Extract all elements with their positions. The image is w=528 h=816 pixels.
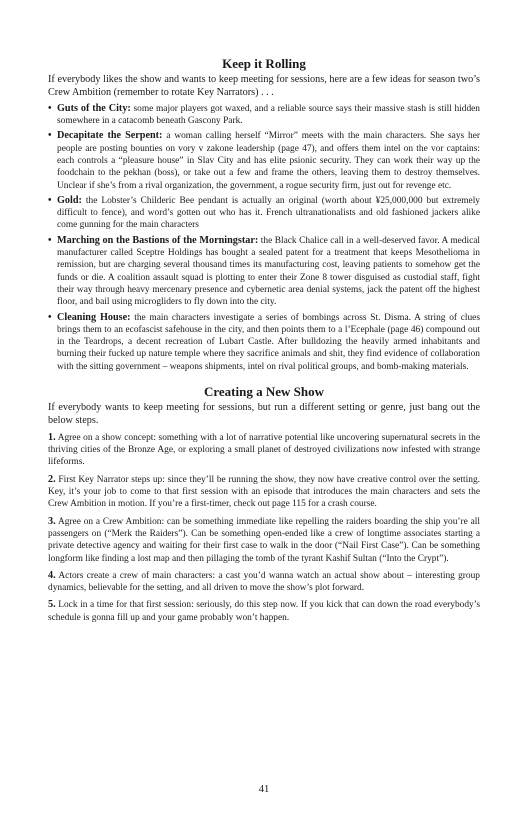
section-title-keep-it-rolling: Keep it Rolling [222,56,306,71]
step-item [48,474,480,511]
list-item [48,312,480,373]
bullet-text: the Lobster’s Childeric Bee pendant is actually an original (worth about ¥25,000,000 but extremely difficult to fence), and word’s gotten out who has it. French ultranationalists and old fashioned jackers alike come gunning for the main characters [57,195,480,231]
bullet-text: the main characters investigate a series of bombings across St. Disma. A string of clues brings them to an ecofascist safehouse in the city, and then points them to a l’Ecephale (page 46) compound out in the Teardrops, a decent recreation of Lubart Castle. After bulldozing the heavily armed inhabitants and burning their fucked up nature temple where they sacrifice animals and shit, they find evidence of collaboration with the sitting government – weapons shipments, intel on rival political groups, and bomb-making materials. [57,312,480,372]
bullet-text: a woman calling herself “Mirror” meets with the main characters. She says her people are posting bounties on vory v zakone leadership (page 47), and offers them intel on the vor captains: each controls a “pleasure house” in Slav City and has elite psionic security. They can work their way up the foodchain to the pekhan (boss), or take out a few and frame the others, leaving them to destroy themselves. Unclear if she’s from a rival organization, the government, a rogue security firm, just out for revenge etc. [57,131,480,191]
section-title-creating-a-new-show: Creating a New Show [203,384,324,400]
section-keep-it-rolling [48,56,480,373]
step-number: 5. [48,599,56,611]
step-item [48,432,480,469]
list-item [48,195,480,232]
step-text: Agree on a Crew Ambition: can be something immediate like repelling the raiders boarding the ship you’re all passengers on (“Merk the Raiders”). Can be something open-ended like a crew of longtime associates starting a private detective agency and waiting for their first case to walk in the door (“Nail First Case”). Can be something longform like finding a lost map and then pillaging the tomb of the tyrant Kashif Sultan (“Into the Crypt”). [48,516,480,564]
section-intro-keep-it-rolling: If everybody likes the show and wants to keep meeting for sessions, here are a few ideas for season two’s Crew Ambition (remember to rotate Key Narrators) . . . [48,74,480,99]
step-number: 4. [48,569,56,581]
step-number: 3. [48,515,56,527]
bullet-icon: • [48,234,52,246]
step-number: 1. [48,431,56,443]
step-item [48,516,480,565]
bullet-icon: • [48,311,52,323]
bullet-icon: • [48,102,52,114]
season-ideas-list [48,103,480,373]
bullet-title: Decapitate the Serpent: [57,130,163,142]
page-number: 41 [258,784,270,795]
bullet-title: Marching on the Bastions of the Morningstar: [57,234,259,246]
section-intro-creating-a-new-show: If everybody wants to keep meeting for sessions, but run a different setting or genre, just bang out the below steps. [48,402,480,427]
step-text: Lock in a time for that first session: seriously, do this step now. If you kick that can down the road everybody’s schedule is gonna fill up and your game probably won’t happen. [48,600,480,623]
section-creating-a-new-show [48,384,480,624]
page-body [48,56,480,624]
bullet-icon: • [48,130,52,142]
list-item [48,103,480,128]
step-text: Actors create a crew of main characters: a cast you’d wanna watch an actual show about – interesting group dynamics, believable for the setting, and all driven to move the show’s plot forward. [48,570,480,594]
bullet-text: some major players got waxed, and a reliable source says their massive stash is still hidden somewhere in a catacomb beneath Gascony Park. [57,103,480,127]
step-item [48,570,480,595]
step-number: 2. [48,473,56,485]
list-item [48,235,480,309]
bullet-title: Cleaning House: [57,311,131,323]
bullet-title: Gold: [57,194,82,206]
bullet-title: Guts of the City: [57,102,131,114]
step-text: Agree on a show concept: something with a lot of narrative potential like uncovering supernatural secrets in the thriving cities of the Bronze Age, or exploring a small planet of destroyed civilizations now infested with strange lifeforms. [48,432,480,468]
step-text: First Key Narrator steps up: since they’ll be running the show, they now have creative control over the setting. Key, it’s your job to come to that first session with an episode that introduces the main characters and sets the Crew Ambition in motion. If you’re a first-timer, check out page 115 for a crash course. [48,474,480,510]
bullet-icon: • [48,194,52,206]
list-item [48,130,480,191]
step-item [48,599,480,624]
bullet-text: the Black Chalice call in a well-deserved favor. A medical manufacturer called Sceptre Holdings has bought a sealed patent for a treatment that keeps Mesothelioma in remission, but are charging several thousand times its manufacturing cost, leaving patients to somehow get the funds or die. A coalition assault squad is plotting to enter their Zone 8 tower disguised as custodial staff, fight their way through heavy mercenary presence and cybernetic area denial systems, jack the patent off the highest floor, and bail using microgliders to fly down into the city. [57,235,481,308]
